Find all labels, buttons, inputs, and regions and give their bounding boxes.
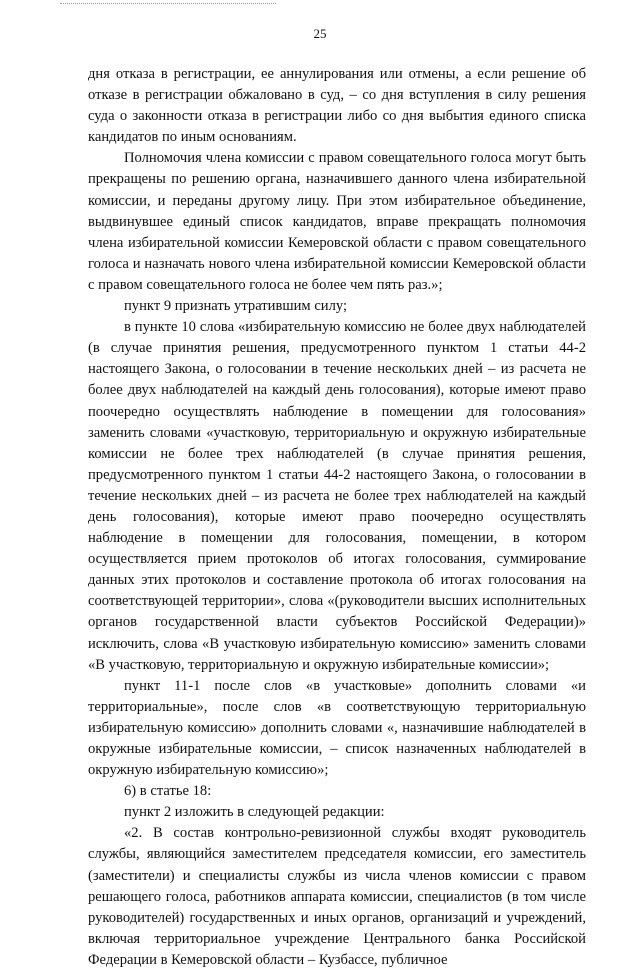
paragraph-powers-termination: Полномочия члена комиссии с правом совещательного голоса могут быть прекращены по решению органа, назначившего данного члена избирательной комиссии, и переданы другому лицу. При этом избирательное объединение, выдвинувшее единый список кандидатов, вправе прекращать полномочия члена избирательной комиссии Кемеровской области с правом совещательного голоса и назначать нового члена избирательной комиссии Кемеровской области с правом совещательного голоса не более чем пять раз.»;	[88, 150, 586, 293]
document-body	[88, 64, 586, 971]
page-number: 25	[313, 26, 327, 41]
paragraph-item-2-text: «2. В состав контрольно-ревизионной службы входят руководитель службы, являющийся заместителем председателя комиссии, его заместитель (заместители) и специалисты службы из числа членов комиссии с правом решающего голоса, работников аппарата комиссии, специалистов (в том числе руководителей) государственных и иных органов, организаций и учреждений, включая территориальное учреждение Центрального банка Российской Федерации в Кемеровской области – Кузбассе, публичное	[88, 825, 586, 968]
paragraph-item-9: пункт 9 признать утратившим силу;	[124, 298, 348, 315]
paragraph-article-18: 6) в статье 18:	[124, 783, 212, 800]
paragraph-continuation: дня отказа в регистрации, ее аннулирования или отмены, а если решение об отказе в регистрации обжаловано в суд, – со дня вступления в силу решения суда о законности отказа в регистрации либо со дня выбытия единого списка кандидатов по иным основаниям.	[88, 66, 586, 146]
paragraph-item-11-1: пункт 11-1 после слов «в участковые» дополнить словами «и территориальные», после слов «в соответствующую территориальную избирательную комиссию» дополнить словами «, назначившие наблюдателей в окружные избирательные комиссии, – список назначенных наблюдателей в окружную избирательную комиссию»;	[88, 677, 586, 779]
top-scan-rule	[60, 3, 276, 4]
paragraph-item-10: в пункте 10 слова «избирательную комиссию не более двух наблюдателей (в случае принятия решения, предусмотренного пунктом 1 статьи 44-2 настоящего Закона, о голосовании в течение нескольких дней – из расчета не более двух наблюдателей на каждый день голосования), которые имеют право поочередно осуществлять наблюдение в помещении для голосования» заменить словами «участковую, территориальную и окружную избирательные комиссии не более трех наблюдателей (в случае принятия решения, предусмотренного пунктом 1 статьи 44-2 настоящего Закона, о голосовании в течение нескольких дней – из расчета не более трех наблюдателей на каждый день голосования), которые имеют право поочередно осуществлять наблюдение в помещении для голосования, помещении, в котором осуществляется прием протоколов об итогах голосования, суммирование данных этих протоколов и составление протокола об итогах голосования на соответствующей территории», слова «(руководители высших исполнительных органов государственной власти субъектов Российской Федерации)» исключить, слова «В участковую избирательную комиссию» заменить словами «В участковую, территориальную и окружную избирательные комиссии»;	[88, 319, 586, 673]
paragraph-item-2-intro: пункт 2 изложить в следующей редакции:	[124, 804, 385, 821]
